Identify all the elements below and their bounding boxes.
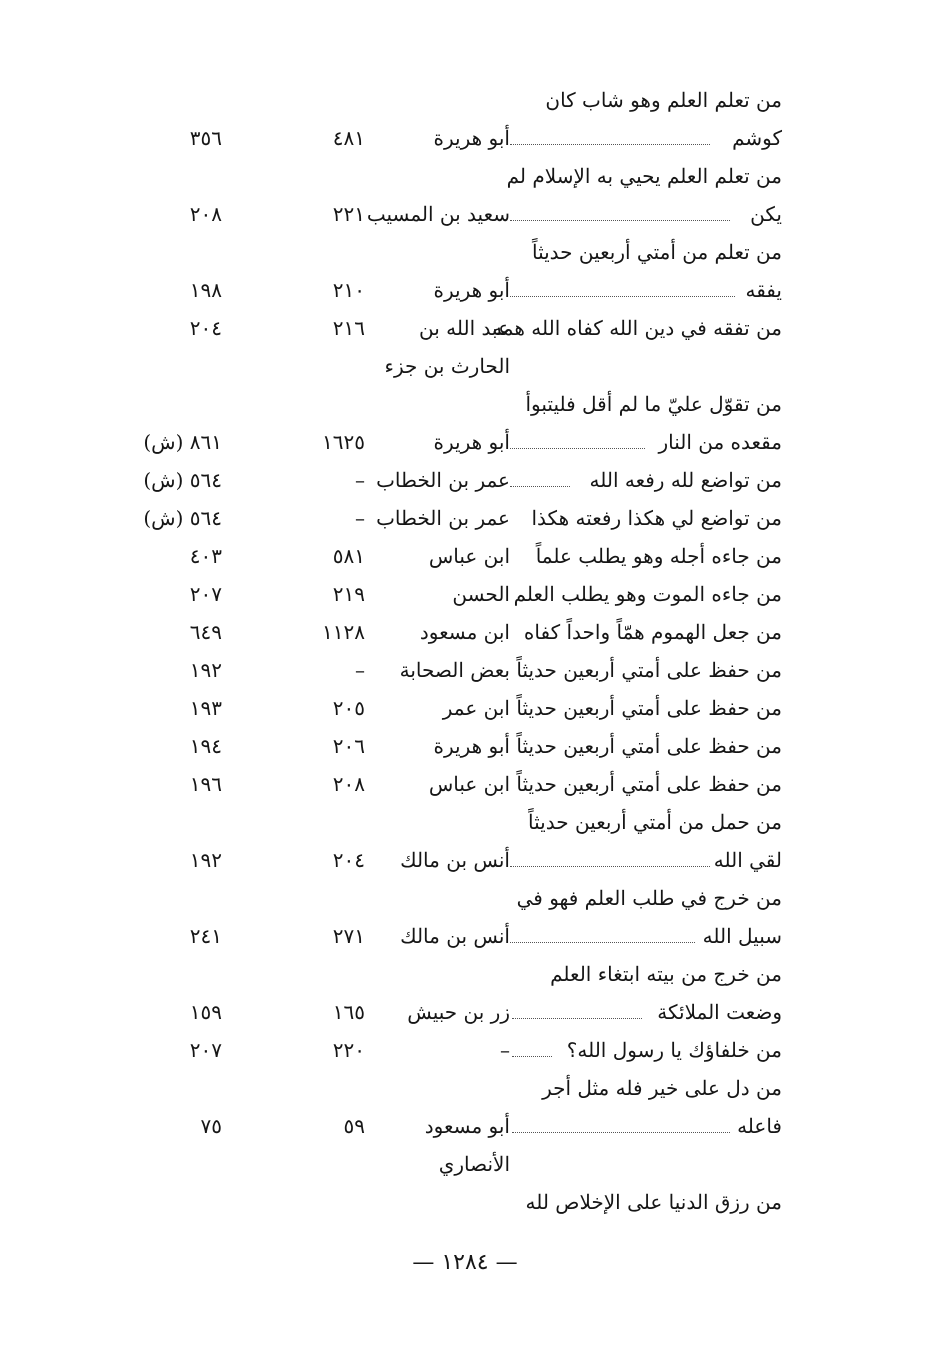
hadith-number: ٢٢٠ [332,1038,365,1062]
leader-dots [510,296,735,297]
hadith-text: وضعت الملائكة [657,1000,782,1024]
hadith-number: ٢١٦ [332,316,365,340]
hadith-text: من تقوّل عليّ ما لم أقل فليتبوأ [525,392,782,416]
index-row [0,159,930,193]
index-row [0,729,930,763]
narrator: أبو هريرة [433,430,510,454]
hadith-text: من تعلم من أمتي أربعين حديثاً [531,240,782,264]
hadith-text: لقي الله [713,848,782,872]
hadith-text: من خلفاؤك يا رسول الله؟ [566,1038,782,1062]
hadith-text: سبيل الله [702,924,782,948]
hadith-text: فاعله [737,1114,782,1138]
index-row [0,273,930,307]
hadith-number: ٢٠٦ [332,734,365,758]
index-row [0,235,930,269]
hadith-text: من جاءه أجله وهو يطلب علماً [535,544,782,568]
index-row [0,121,930,155]
leader-dots [512,1018,642,1019]
index-row [0,919,930,953]
hadith-number: ٥٨١ [332,544,365,568]
narrator: زر بن حبيش [407,1000,510,1024]
page-number: ٢٠٨ [189,202,222,226]
hadith-number: ٢٠٨ [332,772,365,796]
page-number: ٢٠٧ [189,1038,222,1062]
page-number: ١٩٢ [189,848,222,872]
index-row [0,577,930,611]
index-row [0,881,930,915]
index-row [0,691,930,725]
index-row [0,1185,930,1219]
index-row [0,349,930,383]
hadith-number: ٢٠٥ [332,696,365,720]
hadith-number: ٢٢١ [332,202,365,226]
index-row [0,311,930,345]
page-number: ٨٦١ (ش) [143,430,222,454]
narrator: أبو هريرة [433,126,510,150]
index-row [0,425,930,459]
page-number: ٢٠٤ [189,316,222,340]
hadith-text: من تواضع لي هكذا رفعته هكذا [531,506,782,530]
index-row [0,1147,930,1181]
index-row [0,501,930,535]
hadith-number: ١٦٢٥ [322,430,365,454]
hadith-text: يكن [750,202,782,226]
narrator: عمر بن الخطاب [376,506,510,530]
narrator: أنس بن مالك [400,924,510,948]
page-number: ٦٤٩ [189,620,222,644]
index-row [0,197,930,231]
hadith-text: من حفظ على أمتي أربعين حديثاً [516,658,782,682]
narrator: عمر بن الخطاب [376,468,510,492]
index-row [0,1071,930,1105]
page-number: ٢٠٧ [189,582,222,606]
index-row [0,805,930,839]
narrator: أبو مسعود [424,1114,510,1138]
page-number: ١٩٢ [189,658,222,682]
page-number: ٧٥ [200,1114,222,1138]
narrator: الحارث بن جزء [384,354,510,378]
page-number: ٥٦٤ (ش) [143,506,222,530]
hadith-number: – [355,506,365,530]
index-row [0,615,930,649]
narrator: ابن عباس [428,772,510,796]
hadith-text: من خرج في طلب العلم فهو في [516,886,782,910]
hadith-number: ٢١٩ [332,582,365,606]
hadith-number: ٤٨١ [332,126,365,150]
narrator: سعيد بن المسيب [366,202,510,226]
narrator: الحسن [452,582,510,606]
hadith-text: من خرج من بيته ابتغاء العلم [550,962,782,986]
narrator: أبو هريرة [433,734,510,758]
narrator: – [500,1038,510,1062]
index-row [0,767,930,801]
narrator: عبد الله بن [419,316,510,340]
narrator: ابن مسعود [419,620,510,644]
hadith-text: من دل على خير فله مثل أجر [542,1076,782,1100]
page-number: ١٥٩ [189,1000,222,1024]
hadith-number: – [355,658,365,682]
hadith-number: ٢٧١ [332,924,365,948]
hadith-number: ١٦٥ [332,1000,365,1024]
page-number: ١٩٣ [189,696,222,720]
hadith-text: من حفظ على أمتي أربعين حديثاً [516,734,782,758]
hadith-text: يفقه [745,278,782,302]
hadith-text: من رزق الدنيا على الإخلاص لله [525,1190,782,1214]
index-row [0,1033,930,1067]
hadith-text: من تعلم العلم وهو شاب كان [545,88,782,112]
hadith-text: من تواضع لله رفعه الله [589,468,782,492]
leader-dots [512,1056,552,1057]
hadith-number: – [355,468,365,492]
hadith-text: من جاءه الموت وهو يطلب العلم [513,582,782,606]
leader-dots [510,486,570,487]
page-number: ٣٥٦ [189,126,222,150]
index-row [0,539,930,573]
index-row [0,843,930,877]
index-row [0,387,930,421]
hadith-text: من تعلم العلم يحيي به الإسلام لم [506,164,782,188]
page-number: ٤٠٣ [189,544,222,568]
leader-dots [510,220,730,221]
hadith-text: من حفظ على أمتي أربعين حديثاً [516,696,782,720]
index-row [0,463,930,497]
page-number: ١٩٤ [189,734,222,758]
hadith-text: من حمل من أمتي أربعين حديثاً [528,810,782,834]
index-row [0,83,930,117]
hadith-number: ٢١٠ [332,278,365,302]
index-row [0,653,930,687]
page-footer-number: — ١٢٨٤ — [412,1250,518,1275]
leader-dots [510,866,710,867]
page-number: ١٩٦ [189,772,222,796]
narrator: الأنصاري [438,1152,510,1176]
leader-dots [510,942,695,943]
hadith-text: من جعل الهموم همّاً واحداً كفاه [523,620,782,644]
hadith-text: مقعده من النار [658,430,782,454]
leader-dots [510,448,645,449]
hadith-text: كوشم [732,126,782,150]
index-row [0,1109,930,1143]
narrator: ابن عباس [428,544,510,568]
hadith-number: ١١٢٨ [322,620,365,644]
page-number: ١٩٨ [189,278,222,302]
narrator: أبو هريرة [433,278,510,302]
narrator: ابن عمر [442,696,510,720]
page-number: ٥٦٤ (ش) [143,468,222,492]
hadith-text: من حفظ على أمتي أربعين حديثاً [516,772,782,796]
hadith-text: من تفقه في دين الله كفاه الله همه [492,316,782,340]
narrator: أنس بن مالك [400,848,510,872]
hadith-number: ٥٩ [343,1114,365,1138]
index-row [0,995,930,1029]
hadith-number: ٢٠٤ [332,848,365,872]
index-row [0,957,930,991]
narrator: بعض الصحابة [399,658,510,682]
leader-dots [510,144,710,145]
page-number: ٢٤١ [189,924,222,948]
leader-dots [512,1132,730,1133]
